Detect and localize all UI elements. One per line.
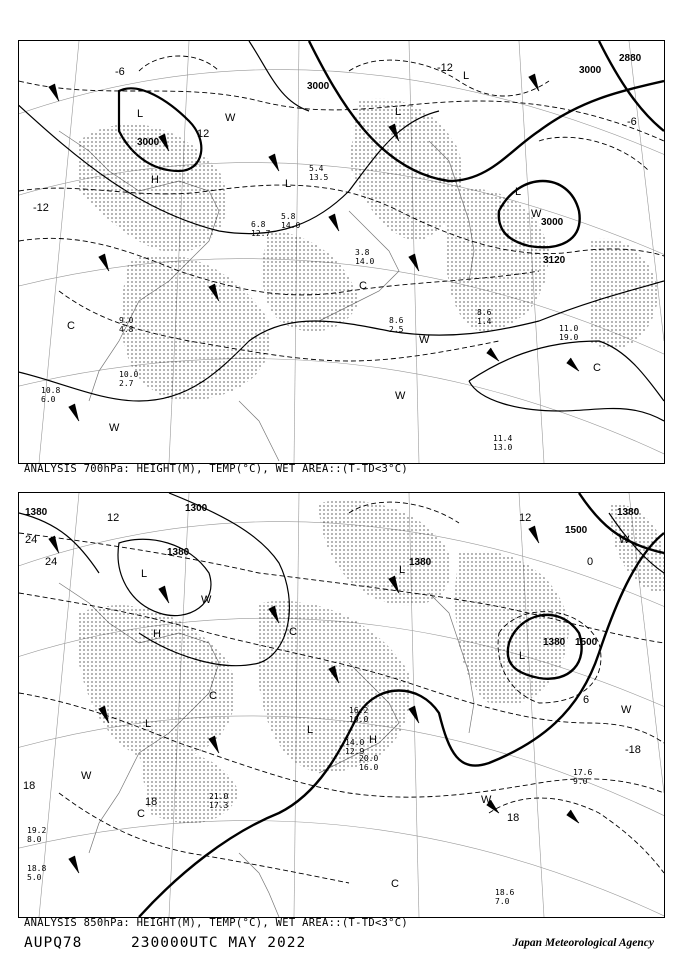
temp-label: -12: [33, 202, 49, 214]
temp-label: -6: [627, 116, 637, 128]
station-value: 13.0: [493, 443, 513, 452]
station-value: 4.8: [119, 325, 134, 334]
temp-label: 0: [587, 556, 594, 568]
low-center: L: [141, 568, 148, 580]
height-label: 1380: [617, 507, 640, 518]
station-value: 11.4: [493, 434, 513, 443]
station-value: 14.0: [281, 221, 301, 230]
station-value: 6.8: [251, 220, 266, 229]
temp-label: 24: [25, 534, 38, 546]
station-value: 3.8: [355, 248, 370, 257]
map-850hpa-svg: [19, 493, 664, 917]
warm-center: W: [531, 208, 542, 220]
station-value: 16.2: [349, 706, 369, 715]
station-value: 16.0: [359, 763, 379, 772]
station-value: 2.7: [119, 379, 134, 388]
cold-center: C: [391, 878, 399, 890]
cold-center: C: [593, 362, 601, 374]
warm-center: W: [481, 794, 492, 806]
station-value: 5.4: [309, 164, 324, 173]
high-center: H: [151, 174, 159, 186]
temp-label: 18: [145, 796, 158, 808]
station-value: 11.0: [559, 324, 579, 333]
low-center: L: [285, 178, 292, 190]
station-value: 6.0: [41, 395, 56, 404]
temp-label: 12: [197, 128, 210, 140]
warm-center: W: [225, 112, 236, 124]
high-center: H: [153, 628, 161, 640]
temp-label: 6: [583, 694, 590, 706]
valid-time: 230000UTC MAY 2022: [131, 935, 307, 951]
height-label: 3000: [579, 65, 602, 76]
station-value: 19.0: [559, 333, 579, 342]
station-value: 9.0: [573, 777, 588, 786]
station-value: 8.6: [477, 308, 492, 317]
warm-center: W: [621, 704, 632, 716]
warm-center: W: [109, 422, 120, 434]
graticule: [19, 41, 664, 463]
height-label: 3000: [541, 217, 564, 228]
warm-center: W: [395, 390, 406, 402]
height-label: 1380: [167, 547, 190, 558]
station-value: 17.3: [209, 801, 229, 810]
height-label: 3120: [543, 255, 566, 266]
station-value: 10.0: [119, 370, 139, 379]
temp-label: -6: [115, 66, 125, 78]
map-panel-700hpa: [18, 40, 665, 464]
height-label: 1380: [543, 637, 566, 648]
temp-label: -18: [625, 744, 641, 756]
height-label: 1500: [575, 637, 598, 648]
station-value: 12.7: [251, 229, 271, 238]
chart-header: [24, 935, 306, 951]
temp-label: 18: [507, 812, 520, 824]
station-value: 9.0: [119, 316, 134, 325]
station-value: 19.2: [27, 826, 47, 835]
temp-label: 18: [23, 780, 36, 792]
chart-id: AUPQ78: [24, 935, 83, 951]
station-value: 8.6: [389, 316, 404, 325]
station-value: 18.8: [27, 864, 47, 873]
cold-center: C: [67, 320, 75, 332]
station-value: 12.9: [345, 747, 365, 756]
station-value: 5.0: [27, 873, 42, 882]
station-value: 17.6: [573, 768, 593, 777]
height-label: 1380: [409, 557, 432, 568]
station-value: 14.0: [345, 738, 365, 747]
caption-850hpa: ANALYSIS 850hPa: HEIGHT(M), TEMP(°C), WET AREA::(T-TD<3°C): [24, 917, 409, 929]
warm-center: W: [619, 534, 630, 546]
station-value: 1.4: [477, 317, 492, 326]
low-center: L: [399, 564, 406, 576]
cold-center: C: [289, 626, 297, 638]
temp-label: 12: [107, 512, 120, 524]
low-center: L: [307, 724, 314, 736]
caption-700hpa: ANALYSIS 700hPa: HEIGHT(M), TEMP(°C), WET AREA::(T-TD<3°C): [24, 463, 409, 475]
station-value: 13.5: [309, 173, 329, 182]
low-center: L: [137, 108, 144, 120]
height-contours: [19, 41, 664, 421]
station-value: 18.6: [495, 888, 515, 897]
station-value: 14.0: [355, 257, 375, 266]
warm-center: W: [201, 594, 212, 606]
height-label: 2880: [619, 53, 642, 64]
temp-label: -12: [437, 62, 453, 74]
warm-center: W: [81, 770, 92, 782]
height-label: 1300: [185, 503, 208, 514]
map-panel-850hpa: [18, 492, 665, 918]
temp-label: 12: [519, 512, 532, 524]
station-value: 2.5: [389, 325, 404, 334]
station-value: 21.0: [209, 792, 229, 801]
station-value: 8.0: [27, 835, 42, 844]
warm-center: W: [419, 334, 430, 346]
station-value: 7.0: [495, 897, 510, 906]
station-value: 5.8: [281, 212, 296, 221]
low-center: L: [145, 718, 152, 730]
height-label: 3000: [137, 137, 160, 148]
station-value: 20.0: [359, 754, 379, 763]
high-center: H: [369, 734, 377, 746]
station-value: 10.0: [349, 715, 369, 724]
cold-center: C: [137, 808, 145, 820]
cold-center: C: [359, 280, 367, 292]
temp-label: 24: [45, 556, 58, 568]
station-value: 10.8: [41, 386, 61, 395]
height-label: 3000: [307, 81, 330, 92]
low-center: L: [463, 70, 470, 82]
cold-center: C: [209, 690, 217, 702]
height-label: 1500: [565, 525, 588, 536]
height-label: 1380: [25, 507, 48, 518]
low-center: L: [395, 106, 402, 118]
low-center: L: [519, 650, 526, 662]
agency-name: Japan Meteorological Agency: [512, 937, 654, 949]
map-700hpa-svg: [19, 41, 664, 463]
low-center: L: [515, 186, 522, 198]
